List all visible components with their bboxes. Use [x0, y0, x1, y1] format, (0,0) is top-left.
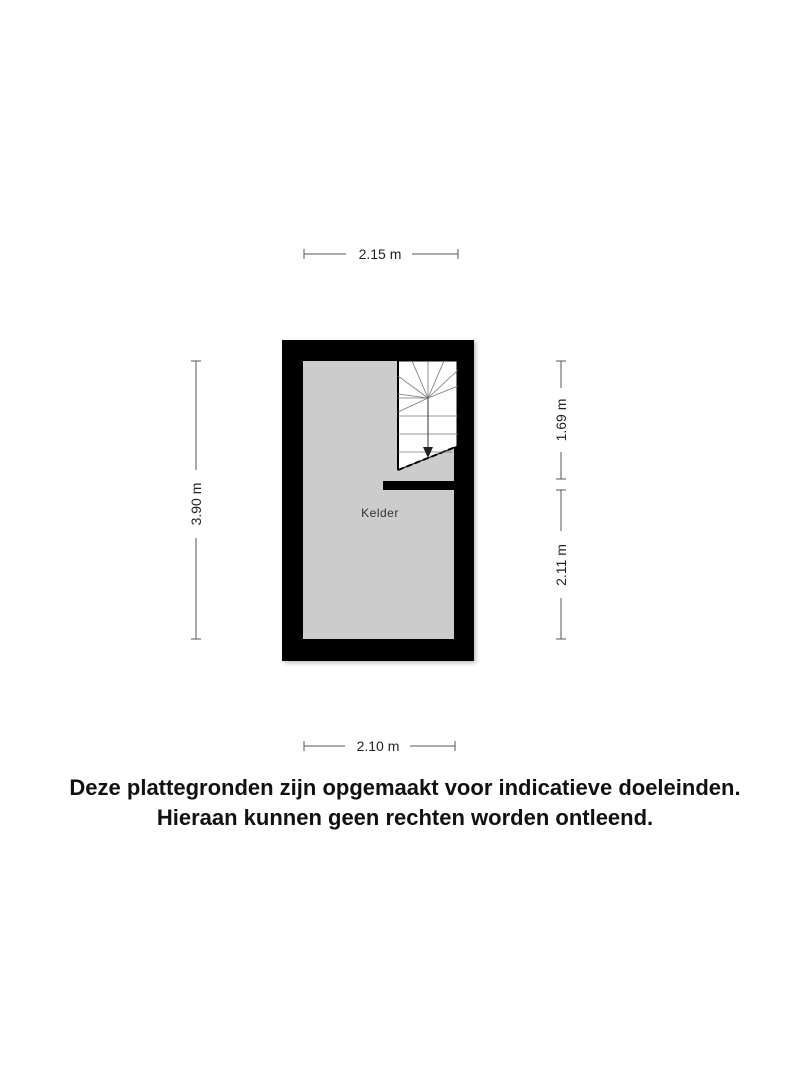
dimension-bottom-label: 2.10 m	[356, 738, 400, 754]
inner-wall-horizontal	[383, 481, 458, 490]
dimension-right-upper-label: 1.69 m	[553, 398, 569, 442]
dimension-left-label: 3.90 m	[188, 482, 204, 526]
disclaimer-line-1: Deze plattegronden zijn opgemaakt voor indicatieve doeleinden.	[69, 775, 741, 800]
room-label-kelder: Kelder	[361, 506, 399, 520]
dimension-bottom	[304, 738, 455, 754]
dimension-right-lower-label: 2.11 m	[553, 544, 569, 586]
dimension-right-lower	[553, 490, 569, 639]
dimension-top	[304, 246, 458, 262]
dimension-top-label: 2.15 m	[358, 246, 402, 262]
dimension-left	[188, 361, 204, 639]
dimension-right-upper	[553, 361, 569, 479]
inner-wall-vertical	[454, 481, 458, 639]
disclaimer-line-2: Hieraan kunnen geen rechten worden ontleend.	[156, 805, 654, 830]
